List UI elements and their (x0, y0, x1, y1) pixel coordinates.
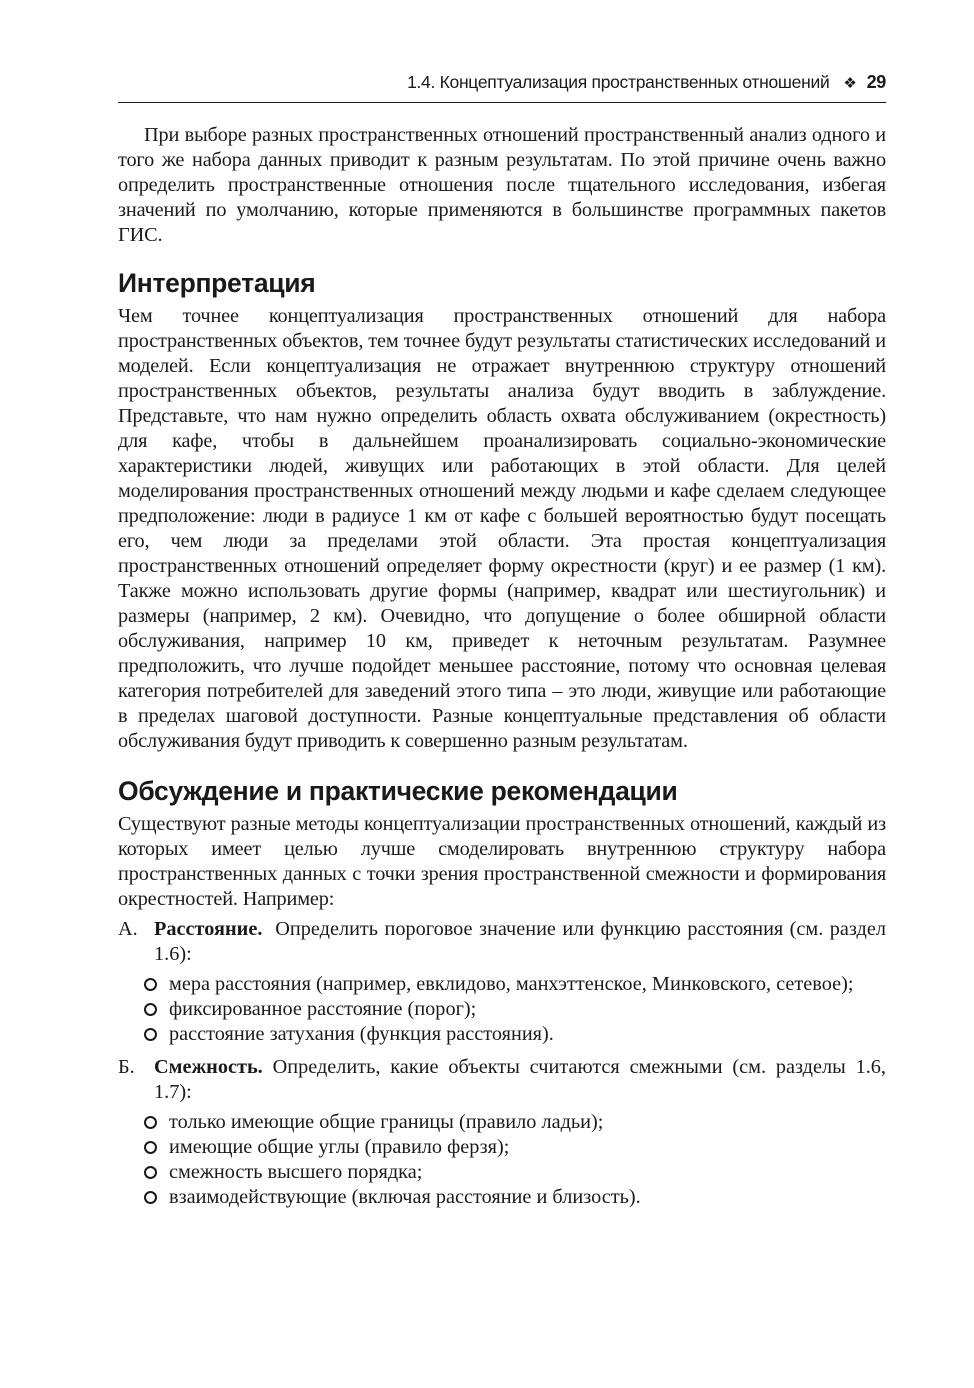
text-adjacency: Определить, какие объекты считаются смежными (см. разделы 1.6, 1.7): (154, 1056, 886, 1103)
bullet-text: фиксированное расстояние (порог); (169, 998, 477, 1020)
heading-interpretation: Интерпретация (118, 268, 316, 298)
circle-bullet-icon (144, 1166, 157, 1179)
heading-discussion: Обсуждение и практические рекомендации (118, 776, 678, 806)
list-item-distance (118, 917, 886, 967)
list-body-distance (154, 917, 886, 967)
list-item (144, 972, 886, 997)
running-header (118, 72, 886, 103)
list-marker-a: А. (118, 918, 138, 940)
list-body-adjacency (154, 1055, 886, 1105)
circle-bullet-icon (144, 1028, 157, 1041)
circle-bullet-icon (144, 1003, 157, 1016)
circle-bullet-icon (144, 1141, 157, 1154)
circle-bullet-icon (144, 1116, 157, 1129)
bullet-text: смежность высшего порядка; (169, 1161, 423, 1183)
bullet-text: расстояние затухания (функция расстояния). (169, 1023, 554, 1045)
circle-bullet-icon (144, 978, 157, 991)
bullet-text: мера расстояния (например, евклидово, манхэттенское, Минковского, сетевое); (169, 973, 854, 995)
list-item-adjacency (118, 1055, 886, 1105)
list-item (144, 1135, 886, 1160)
intro-paragraph: При выборе разных пространственных отношений пространственный анализ одного и того же набора данных приводит к разным результатам. По этой причине очень важно определить пространственные отношения после тщательного исследования, избегая значений по умолчанию, которые применяются в большинстве программных пакетов ГИС. (118, 124, 886, 246)
bullet-list-distance (144, 972, 886, 1047)
list-marker-b: Б. (118, 1056, 135, 1078)
list-item (144, 1185, 886, 1210)
header-section-title: 1.4. Концептуализация пространственных отношений (407, 72, 830, 92)
header-separator-icon: ❖ (843, 75, 857, 92)
term-adjacency: Смежность. (154, 1056, 263, 1078)
text-distance: Определить пороговое значение или функцию расстояния (см. раздел 1.6): (154, 918, 886, 965)
bullet-text: только имеющие общие границы (правило ладьи); (169, 1111, 604, 1133)
term-distance: Расстояние. (154, 918, 263, 940)
discussion-paragraph: Существуют разные методы концептуализации пространственных отношений, каждый из которых имеет целью лучше смоделировать внутреннюю структуру набора пространственных данных с точки зрения пространственной смежности и формирования окрестностей. Например: (118, 813, 886, 910)
bullet-list-adjacency (144, 1110, 886, 1210)
list-item (144, 1160, 886, 1185)
bullet-text: имеющие общие углы (правило ферзя); (169, 1136, 510, 1158)
interpretation-paragraph: Чем точнее концептуализация пространственных отношений для набора пространственных объектов, тем точнее будут результаты статистических исследований и моделей. Если концептуализация не отражает внутреннюю структуру отношений пространственных объектов, результаты анализа будут вводить в заблуждение. Представьте, что нам нужно определить область охвата обслуживанием (окрестность) для кафе, чтобы в дальнейшем проанализировать социально-экономические характеристики людей, живущих или работающих в этой области. Для целей моделирования пространственных отношений между людьми и кафе сделаем следующее предположение: люди в радиусе 1 км от кафе с большей вероятностью будут посещать его, чем люди за пределами этой области. Эта простая концептуализация пространственных отношений определяет форму окрестности (круг) и ее размер (1 км). Также можно использовать другие формы (например, квадрат или шестиугольник) и размеры (например, 2 км). Очевидно, что допущение о более обширной области обслуживания, например 10 км, приведет к неточным результатам. Разумнее предположить, что лучше подойдет меньшее расстояние, потому что основная целевая категория потребителей для заведений этого типа – это люди, живущие или работающие в пределах шаговой доступности. Разные концептуальные представления об области обслуживания будут приводить к совершенно разным результатам. (118, 305, 886, 752)
bullet-text: взаимодействующие (включая расстояние и близость). (169, 1186, 641, 1208)
list-item (144, 997, 886, 1022)
circle-bullet-icon (144, 1191, 157, 1204)
list-item (144, 1022, 886, 1047)
list-item (144, 1110, 886, 1135)
page-number: 29 (866, 72, 886, 92)
book-page (118, 72, 886, 1210)
